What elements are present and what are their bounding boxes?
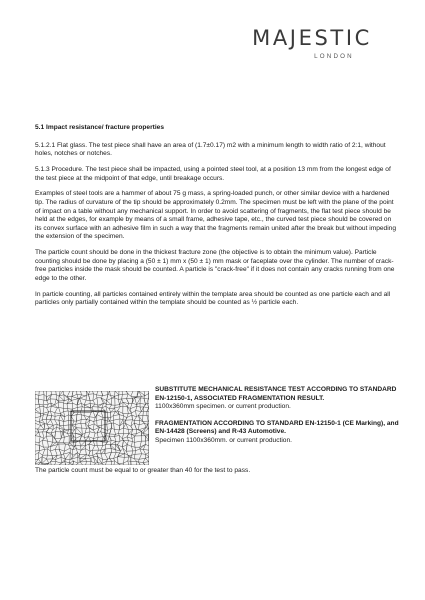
fragmentation-pattern-image (35, 391, 149, 465)
section-content (35, 124, 397, 315)
section-heading: 5.1 Impact resistance/ fracture properties (35, 124, 164, 131)
fragmentation-captions (155, 386, 400, 454)
paragraph-particle-count: The particle count should be done in the thickest fracture zone (the objective is to obtain the minimum value). Particle counting should be done by placing a (50 ± 1) mm x (50 ± 1) mm mask or faceplate over the cylinder. The number of crack-free particles inside the mask should be counted. A particle is "crack-free" if it does not contain any cracks running from one edge to the other. (35, 249, 395, 282)
paragraph-counting-rule: In particle counting, all particles contained entirely within the template area should be counted as one particle each and all particles only partially contained within the template should be counted as ½ particle each. (35, 290, 391, 307)
brand-name: MAJESTIC (252, 26, 372, 50)
paragraph-steel-tools: Examples of steel tools are a hammer of about 75 g mass, a spring-loaded punch, or other similar device with a hardened tip. The radius of curvature of the tip should be approximately 0.2mm. The specimen must be left with the plane of the point of impact on a table without any mechanical support. In order to avoid scattering of fragments, the flat test piece should be held at the edges, for example by means of a small frame, adhesive tape, etc., the curved test piece should be covered on its convex surface with an adhesive film in such a way that the fragments remain united after the break but without impeding the extension of the specimen. (35, 190, 397, 241)
pass-criterion-note: The particle count must be equal to or greater than 40 for the test to pass. (35, 467, 251, 474)
test1-description: 1100x360mm specimen. or current production. (155, 403, 291, 411)
brand-logo (237, 26, 387, 60)
test1-title: SUBSTITUTE MECHANICAL RESISTANCE TEST ACCORDING TO STANDARD EN-12150-1, ASSOCIATED FRAGMENTATION RESULT. (155, 386, 397, 402)
paragraph-flat-glass: 5.1.2.1 Flat glass. The test piece shall have an area of (1.7±0.17) m2 with a minimum length to width ratio of 2:1, without holes, notches or notches. (35, 141, 386, 158)
brand-location: LONDON (314, 53, 354, 60)
test2-title: FRAGMENTATION ACCORDING TO STANDARD EN-12150-1 (CE Marking), and EN-14428 (Screens) and R-43 Automotive. (155, 419, 399, 436)
test2-description: Specimen 1100x360mm. or current production. (155, 436, 292, 444)
fragmentation-figure (35, 383, 397, 473)
paragraph-procedure: 5.1.3 Procedure. The test piece shall be impacted, using a pointed steel tool, at a position 13 mm from the longest edge of the test piece at the midpoint of that edge, until breakage occurs. (35, 165, 391, 182)
